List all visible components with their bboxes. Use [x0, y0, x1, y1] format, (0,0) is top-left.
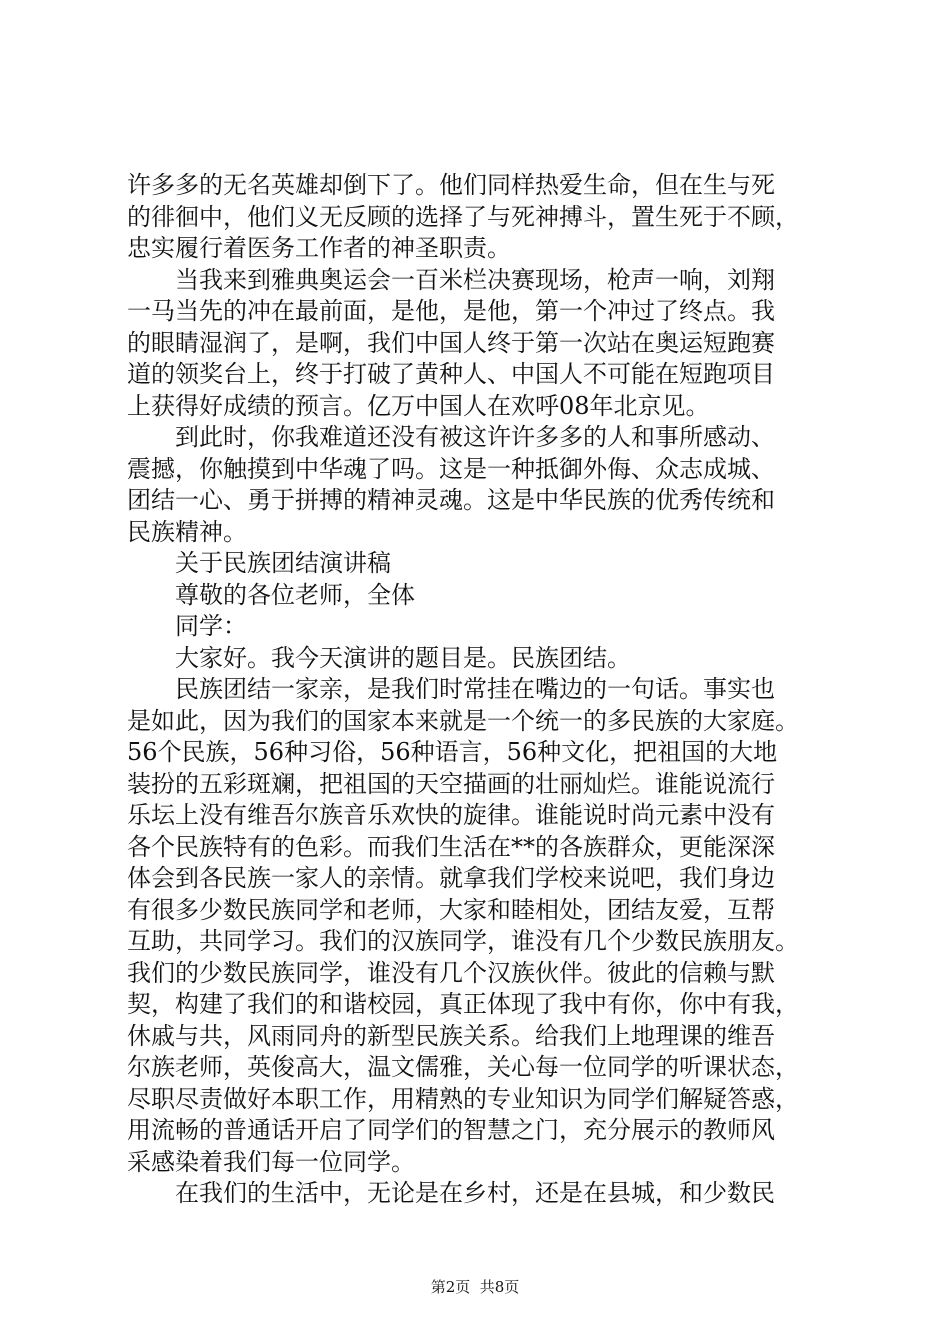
text-line: 尽职尽责做好本职工作，用精熟的专业知识为同学们解疑答惑，	[127, 1084, 799, 1113]
text-line: 乐坛上没有维吾尔族音乐欢快的旋律。谁能说时尚元素中没有	[127, 801, 775, 829]
text-line: 采感染着我们每一位同学。	[127, 1147, 415, 1176]
text-line: 体会到各民族一家人的亲情。就拿我们学校来说吧，我们身边	[127, 864, 775, 892]
salutation-line: 尊敬的各位老师，全体	[175, 580, 415, 609]
text-line: 的徘徊中，他们义无反顾的选择了与死神搏斗，置生死于不顾，	[127, 202, 799, 231]
text-line: 尔族老师，英俊高大，温文儒雅，关心每一位同学的听课状态，	[127, 1053, 799, 1081]
text-line: 震撼，你触摸到中华魂了吗。这是一种抵御外侮、众志成城、	[127, 454, 775, 483]
text-line: 许多多的无名英雄却倒下了。他们同样热爱生命，但在生与死	[127, 171, 775, 199]
text-line: 有很多少数民族同学和老师，大家和睦相处，团结友爱，互帮	[127, 895, 775, 924]
paragraph-start-line: 到此时，你我难道还没有被这许许多多的人和事所感动、	[175, 423, 775, 451]
text-line: 各个民族特有的色彩。而我们生活在**的各族群众，更能深深	[127, 832, 775, 861]
text-line: 是如此，因为我们的国家本来就是一个统一的多民族的大家庭。	[127, 706, 799, 735]
text-line: 装扮的五彩斑斓，把祖国的天空描画的壮丽灿烂。谁能说流行	[127, 769, 775, 798]
text-line: 的眼睛湿润了，是啊，我们中国人终于第一次站在奥运短跑赛	[127, 328, 775, 357]
paragraph-start-line: 民族团结一家亲，是我们时常挂在嘴边的一句话。事实也	[175, 675, 775, 703]
text-line: 民族精神。	[127, 517, 247, 546]
salutation-line: 同学：	[175, 612, 247, 640]
paragraph-start-line: 当我来到雅典奥运会一百米栏决赛现场，枪声一响，刘翔	[175, 265, 775, 294]
text-line: 团结一心、勇于拼搏的精神灵魂。这是中华民族的优秀传统和	[127, 486, 775, 514]
text-line: 我们的少数民族同学，谁没有几个汉族伙伴。彼此的信赖与默	[127, 958, 775, 987]
text-line: 一马当先的冲在最前面，是他，是他，第一个冲过了终点。我	[127, 297, 775, 325]
speech-title: 关于民族团结演讲稿	[175, 549, 391, 577]
page-number-footer: 第2页 共8页	[430, 1278, 520, 1296]
text-line: 契，构建了我们的和谐校园，真正体现了我中有你，你中有我，	[127, 990, 799, 1018]
text-line: 忠实履行着医务工作者的神圣职责。	[127, 234, 511, 262]
paragraph-start-line: 在我们的生活中，无论是在乡村，还是在县城，和少数民	[175, 1179, 775, 1207]
text-line: 上获得好成绩的预言。亿万中国人在欢呼08年北京见。	[127, 391, 710, 420]
body-text	[127, 170, 827, 1210]
text-line: 用流畅的普通话开启了同学们的智慧之门，充分展示的教师风	[127, 1116, 775, 1144]
greeting-line: 大家好。我今天演讲的题目是。民族团结。	[175, 643, 631, 672]
text-line: 道的领奖台上，终于打破了黄种人、中国人不可能在短跑项目	[127, 360, 775, 388]
text-line: 56个民族，56种习俗，56种语言，56种文化，把祖国的大地	[127, 738, 778, 766]
text-line: 互助，共同学习。我们的汉族同学，谁没有几个少数民族朋友。	[127, 927, 799, 955]
text-line: 休戚与共，风雨同舟的新型民族关系。给我们上地理课的维吾	[127, 1021, 775, 1050]
